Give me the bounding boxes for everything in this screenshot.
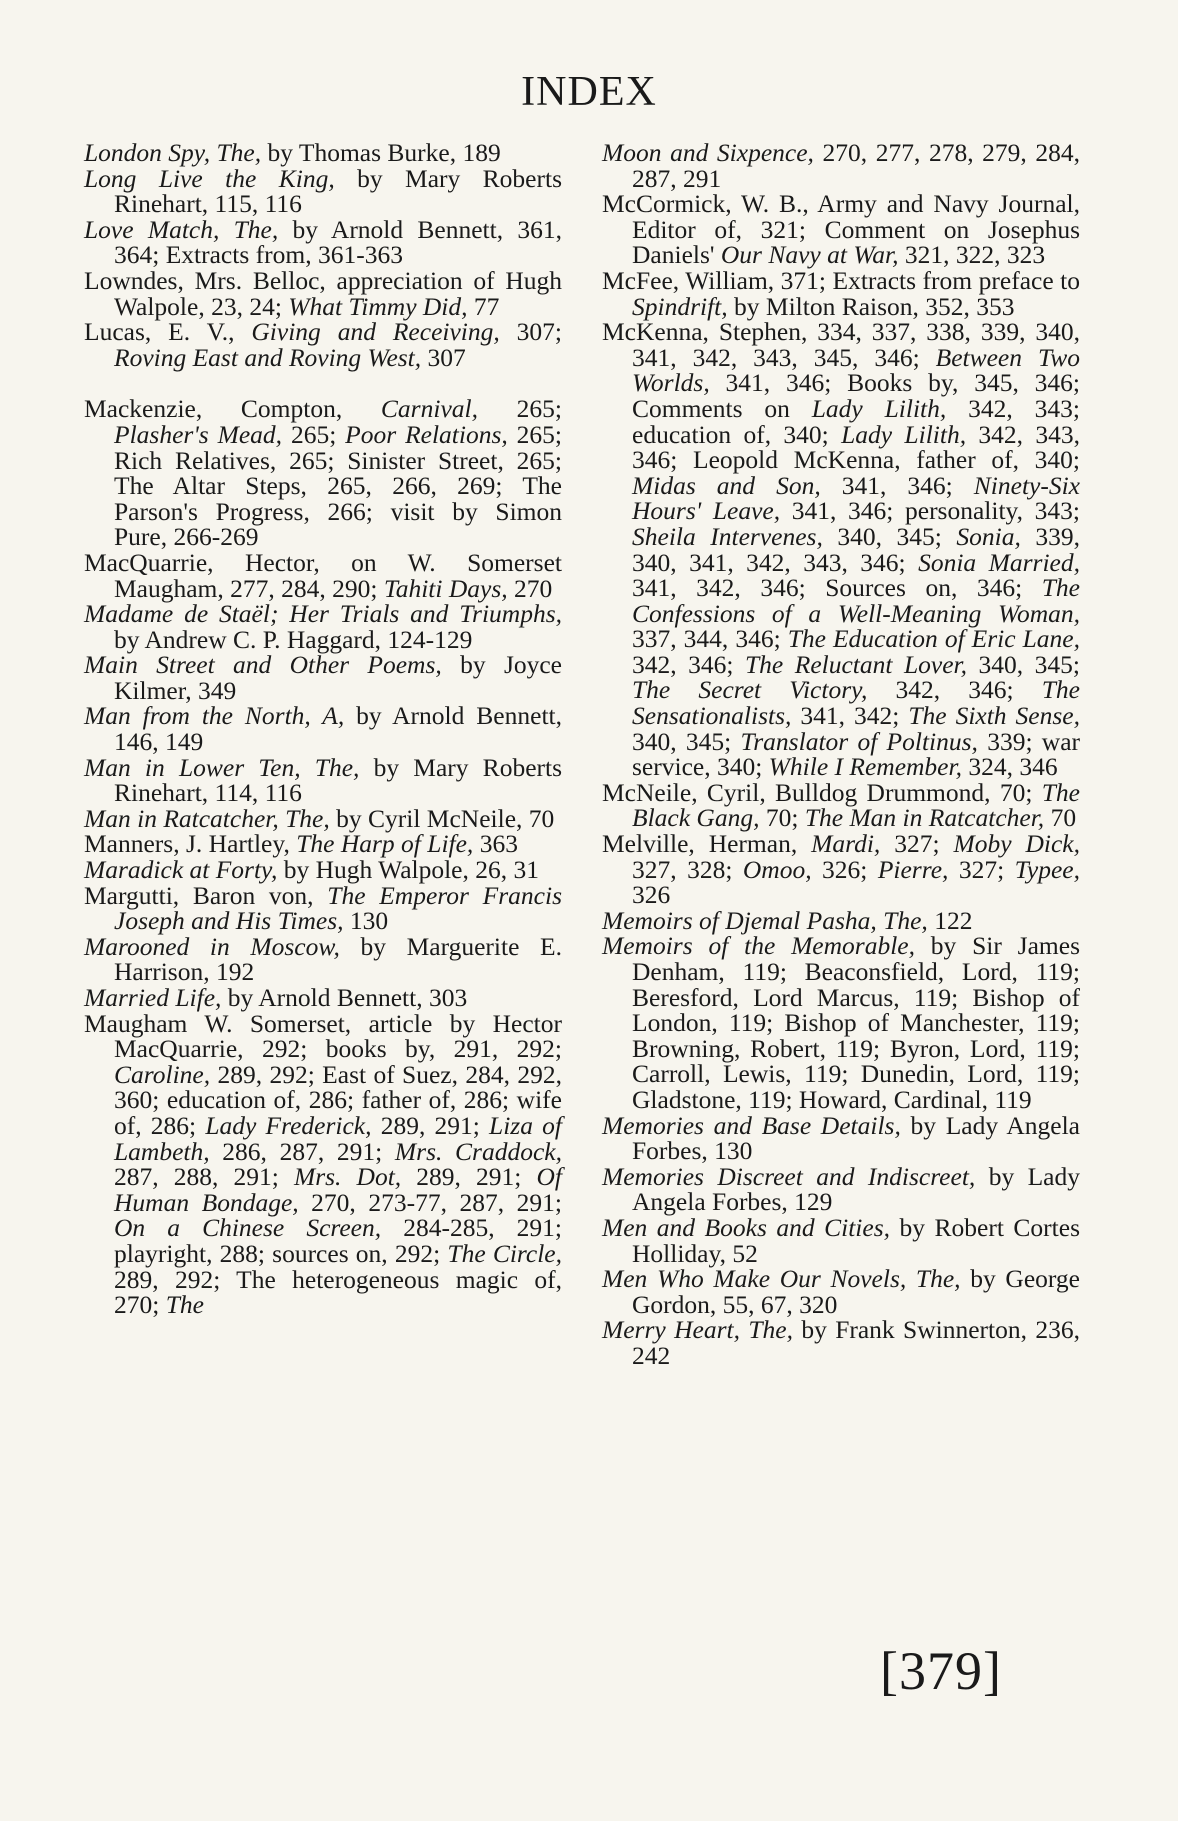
index-entry: Melville, Herman, Mardi, 327; Moby Dick, 327, 328; Omoo, 326; Pierre, 327; Typee, 326 (602, 829, 1080, 910)
index-entry: Memories Discreet and Indiscreet, by Lady Angela Forbes, 129 (602, 1161, 1080, 1217)
index-entry: Merry Heart, The, by Frank Swinnerton, 236, 242 (602, 1315, 1080, 1370)
index-entry: Lowndes, Mrs. Belloc, appreciation of Hugh Walpole, 23, 24; What Timmy Did, 77 (84, 265, 562, 321)
index-entry: Man from the North, A, by Arnold Bennett, 146, 149 (84, 701, 562, 757)
index-entry: McCormick, W. B., Army and Navy Journal, Editor of, 321; Comment on Josephus Daniels' Our Navy at War, 321, 322, 323 (602, 189, 1080, 270)
index-entry: Maradick at Forty, by Hugh Walpole, 26, 31 (84, 855, 540, 885)
index-entry: Margutti, Baron von, The Emperor Francis Joseph and His Times, 130 (84, 880, 562, 936)
index-entry: McKenna, Stephen, 334, 337, 338, 339, 340, 341, 342, 343, 345, 346; Between Two Worlds, 341, 346; Books by, 345, 346; Comments on Lady Lilith, 342, 343; education of, 340; Lady Lilith, 342, 343, 346; Leopold McKenna, father of, 340; Midas and Son, 341, 346; Ninety-Six Hours' Leave, 341, 346; personality, 343; Sheila Intervenes, 340, 345; Sonia, 339, 340, 341, 342, 343, 346; Sonia Married, 341, 342, 346; Sources on, 346; The Confessions of a Well-Meaning Woman, 337, 344, 346; The Education of Eric Lane, 342, 346; The Reluctant Lover, 340, 345; The Secret Victory, 342, 346; The Sensationalists, 341, 342; The Sixth Sense, 340, 345; Translator of Poltinus, 339; war service, 340; While I Remember, 324, 346 (602, 317, 1081, 782)
index-entry: Man in Ratcatcher, The, by Cyril McNeile, 70 (84, 803, 555, 833)
section-gap (84, 370, 562, 396)
index-entry: Memories and Base Details, by Lady Angela Forbes, 130 (602, 1110, 1080, 1166)
index-entry: Moon and Sixpence, 270, 277, 278, 279, 284, 287, 291 (602, 138, 1081, 193)
index-entry: Main Street and Other Poems, by Joyce Kilmer, 349 (84, 650, 562, 705)
index-entry: Love Match, The, by Arnold Bennett, 361, 364; Extracts from, 361-363 (84, 214, 562, 270)
index-entry: McNeile, Cyril, Bulldog Drummond, 70; The Black Gang, 70; The Man in Ratcatcher, 70 (602, 777, 1080, 833)
index-column-left (84, 140, 562, 1318)
index-entry: Married Life, by Arnold Bennett, 303 (84, 983, 468, 1012)
index-entry: Memoirs of the Memorable, by Sir James Denham, 119; Beaconsfield, Lord, 119; Beresford, Lord Marcus, 119; Bishop of London, 119; Bishop of Manchester, 119; Browning, Robert, 119; Byron, Lord, 119; Carroll, Lewis, 119; Dunedin, Lord, 119; Gladstone, 119; Howard, Cardinal, 119 (602, 931, 1080, 1114)
index-entry: MacQuarrie, Hector, on W. Somerset Maugham, 277, 284, 290; Tahiti Days, 270 (84, 547, 562, 603)
index-column-right (602, 140, 1080, 1369)
index-entry: Madame de Staël; Her Trials and Triumphs, by Andrew C. P. Haggard, 124-129 (84, 599, 562, 654)
page-number: [379] (880, 1641, 1002, 1701)
index-entry: Marooned in Moscow, by Marguerite E. Harrison, 192 (84, 931, 562, 987)
index-entry: Lucas, E. V., Giving and Receiving, 307; Roving East and Roving West, 307 (84, 317, 562, 372)
index-entry: Memoirs of Djemal Pasha, The, 122 (602, 905, 973, 935)
index-entry: Manners, J. Hartley, The Harp of Life, 363 (84, 829, 518, 859)
index-entry: McFee, William, 371; Extracts from preface to Spindrift, by Milton Raison, 352, 353 (602, 265, 1080, 321)
index-entry: Man in Lower Ten, The, by Mary Roberts Rinehart, 114, 116 (84, 752, 563, 808)
index-entry: Mackenzie, Compton, Carnival, 265; Plasher's Mead, 265; Poor Relations, 265; Rich Relatives, 265; Sinister Street, 265; The Altar Steps, 265, 266, 269; The Parson's Progress, 266; visit by Simon Pure, 266-269 (84, 394, 562, 552)
page-title: INDEX (521, 69, 657, 115)
index-entry: Maugham W. Somerset, article by Hector MacQuarrie, 292; books by, 291, 292; Caroline, 289, 292; East of Suez, 284, 292, 360; education of, 286; father of, 286; wife of, 286; Lady Frederick, 289, 291; Liza of Lambeth, 286, 287, 291; Mrs. Craddock, 287, 288, 291; Mrs. Dot, 289, 291; Of Human Bondage, 270, 273-77, 287, 291; On a Chinese Screen, 284-285, 291; playright, 288; sources on, 292; The Circle, 289, 292; The heterogeneous magic of, 270; The (84, 1008, 563, 1320)
index-entry: Men Who Make Our Novels, The, by George Gordon, 55, 67, 320 (602, 1264, 1080, 1319)
index-entry: London Spy, The, by Thomas Burke, 189 (84, 138, 501, 167)
index-entry: Men and Books and Cities, by Robert Cortes Holliday, 52 (602, 1212, 1080, 1268)
index-entry: Long Live the King, by Mary Roberts Rinehart, 115, 116 (84, 163, 562, 219)
